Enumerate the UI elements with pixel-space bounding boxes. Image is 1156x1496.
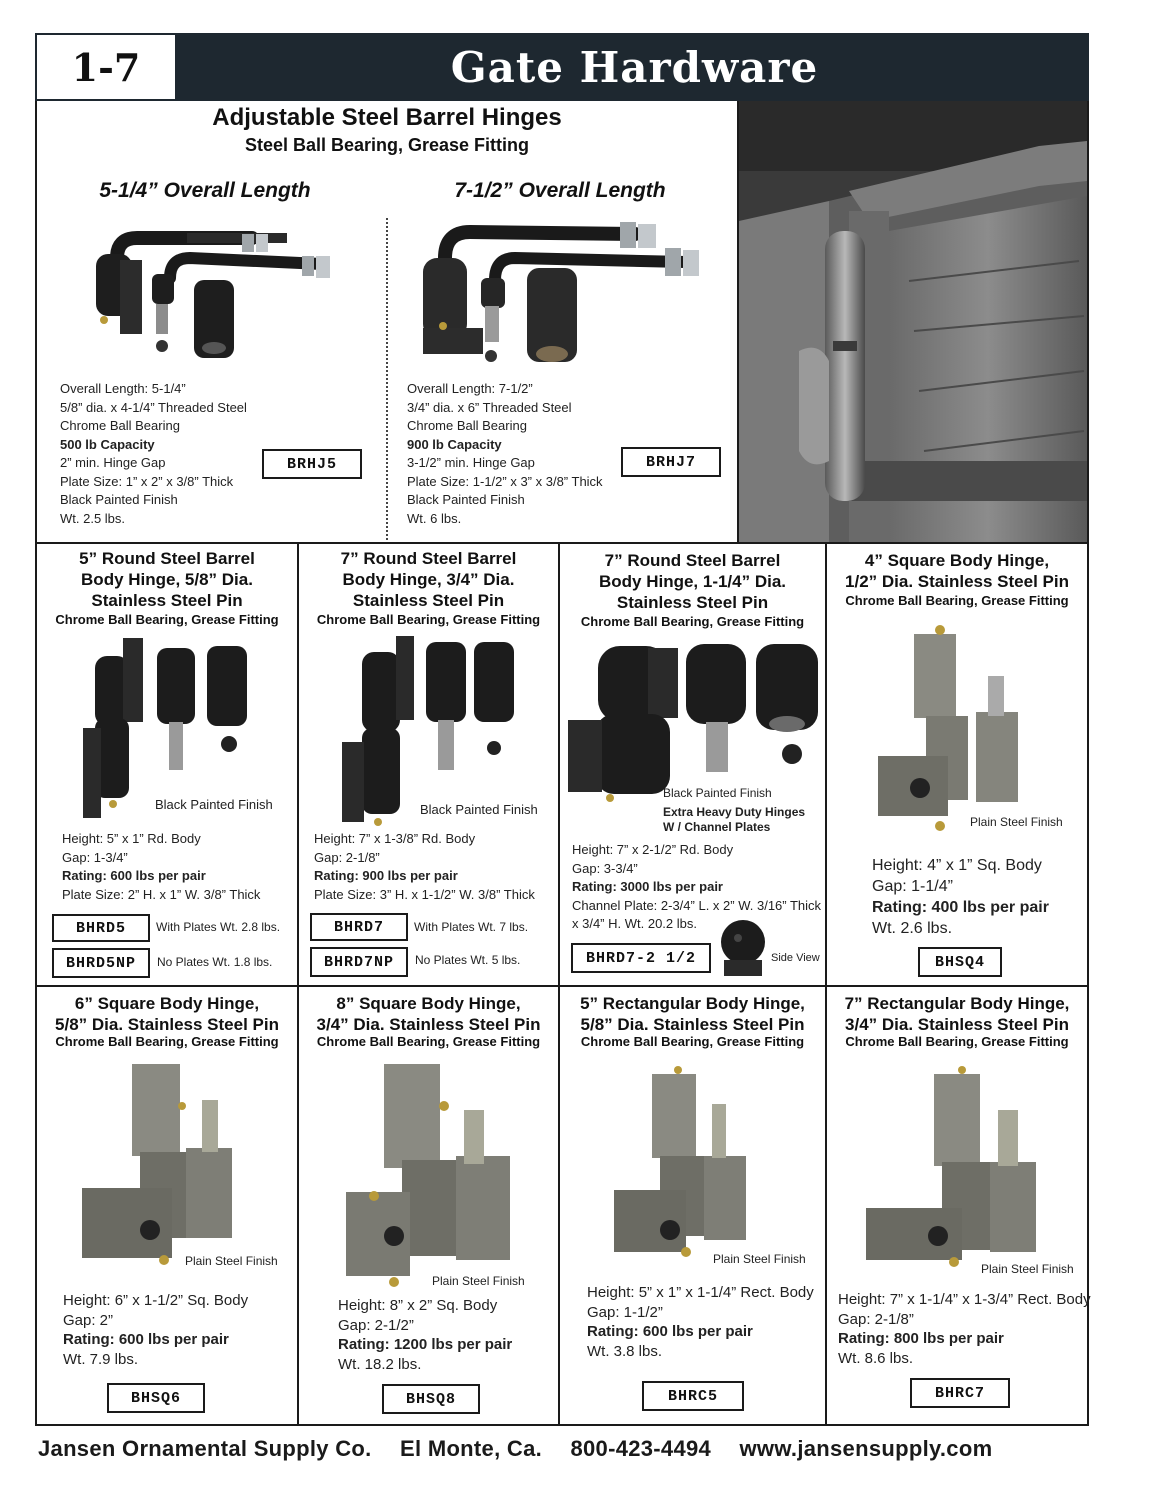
- spec-line: Rating: 800 lbs per pair: [838, 1330, 1004, 1347]
- spec-line: Height: 8” x 2” Sq. Body: [338, 1297, 498, 1314]
- part-note: No Plates Wt. 5 lbs.: [415, 953, 521, 967]
- section-subtitle: Steel Ball Bearing, Grease Fitting: [244, 135, 530, 155]
- spec-list: [338, 1296, 512, 1374]
- part-number: BHSQ4: [918, 947, 1002, 977]
- finish-note: Black Painted Finish: [155, 797, 273, 812]
- spec-line: Height: 5” x 1” Rd. Body: [62, 831, 201, 846]
- title-line: Body Hinge, 3/4” Dia.: [342, 570, 515, 589]
- title-line: 8” Square Body Hinge,: [336, 994, 521, 1013]
- title-line: 5” Rectangular Body Hinge,: [580, 994, 805, 1013]
- square-hinge-8-photo: [342, 1060, 517, 1290]
- length-label: 7-1/2” Overall Length: [454, 179, 666, 202]
- spec-line: Wt. 18.2 lbs.: [338, 1355, 422, 1373]
- spec-line: 900 lb Capacity: [407, 436, 502, 452]
- side-view-label: Side View: [771, 952, 820, 964]
- spec-line: Rating: 1200 lbs per pair: [338, 1336, 513, 1353]
- product-subtitle: Chrome Ball Bearing, Grease Fitting: [845, 1034, 1069, 1049]
- finish-note: Black Painted Finish: [420, 802, 538, 817]
- spec-line: 500 lb Capacity: [60, 436, 155, 452]
- spec-line: Height: 7” x 1-3/8” Rd. Body: [314, 831, 476, 846]
- page-title: Gate Hardware: [450, 42, 819, 92]
- note-line: Extra Heavy Duty Hinges: [663, 805, 806, 819]
- side-view-photo: [716, 916, 770, 980]
- spec-line: Height: 6” x 1-1/2” Sq. Body: [63, 1292, 249, 1309]
- spec-line: Wt. 2.5 lbs.: [60, 510, 126, 526]
- divider: [35, 542, 1089, 544]
- title-line: 7” Round Steel Barrel: [604, 551, 781, 570]
- finish-note: Plain Steel Finish: [970, 815, 1063, 829]
- spec-line: Rating: 3000 lbs per pair: [572, 879, 723, 894]
- spec-line: Rating: 600 lbs per pair: [587, 1323, 753, 1340]
- rect-hinge-7-photo: [862, 1062, 1042, 1282]
- spec-line: Gap: 1-1/2”: [587, 1303, 663, 1321]
- title-line: 1/2” Dia. Stainless Steel Pin: [845, 572, 1069, 591]
- page-number: 1-7: [37, 35, 177, 99]
- title-line: 4” Square Body Hinge,: [864, 551, 1050, 570]
- part-number: BHSQ6: [107, 1383, 205, 1413]
- title-line: 6” Square Body Hinge,: [74, 994, 260, 1013]
- title-line: 7” Rectangular Body Hinge,: [844, 994, 1070, 1013]
- finish-note: Plain Steel Finish: [432, 1274, 525, 1288]
- part-number: BHRC7: [910, 1378, 1010, 1408]
- spec-list: [872, 855, 1049, 939]
- spec-line: Gap: 3-3/4”: [572, 860, 638, 876]
- finish-note: Black Painted Finish: [663, 786, 772, 800]
- spec-list: [63, 1291, 248, 1369]
- divider: [35, 985, 1089, 987]
- footer: [38, 1436, 1098, 1462]
- spec-line: Rating: 400 lbs per pair: [872, 899, 1049, 916]
- section-title: Adjustable Steel Barrel Hinges: [212, 104, 562, 131]
- product-title: [37, 548, 297, 611]
- spec-line: Height: 5” x 1” x 1-1/4” Rect. Body: [587, 1284, 814, 1301]
- spec-line: Chrome Ball Bearing: [407, 418, 527, 433]
- spec-list: [407, 380, 603, 528]
- spec-line: Wt. 8.6 lbs.: [838, 1349, 914, 1367]
- spec-line: Overall Length: 5-1/4”: [60, 381, 186, 396]
- spec-list: [62, 830, 260, 904]
- spec-line: Plate Size: 1-1/2” x 3” x 3/8” Thick: [407, 473, 603, 489]
- product-title: [560, 550, 825, 613]
- title-line: 3/4” Dia. Stainless Steel Pin: [316, 1015, 541, 1034]
- product-subtitle: Chrome Ball Bearing, Grease Fitting: [316, 1034, 541, 1049]
- round-hinge-7-photo: [338, 636, 528, 826]
- title-line: 5” Round Steel Barrel: [79, 549, 255, 568]
- part-note: No Plates Wt. 1.8 lbs.: [157, 955, 273, 969]
- spec-line: Black Painted Finish: [407, 492, 525, 507]
- spec-line: Plate Size: 2” H. x 1” W. 3/8” Thick: [62, 886, 261, 902]
- heavy-duty-hinge-photo: [566, 638, 822, 810]
- product-title: [827, 993, 1087, 1035]
- title-line: Body Hinge, 1-1/4” Dia.: [598, 572, 787, 591]
- spec-line: 3/4” dia. x 6” Threaded Steel: [407, 399, 572, 415]
- part-number: BHRD7-2 1/2: [571, 943, 711, 973]
- spec-line: Black Painted Finish: [60, 492, 178, 507]
- product-title: [560, 993, 825, 1035]
- spec-line: Gap: 2-1/8”: [314, 849, 380, 865]
- barrel-hinge-7-photo: [415, 218, 715, 368]
- product-title: [37, 993, 297, 1035]
- rect-hinge-5-photo: [608, 1062, 758, 1262]
- spec-line: Gap: 2-1/2”: [338, 1316, 414, 1334]
- spec-list: [60, 380, 247, 528]
- note-line: W / Channel Plates: [663, 820, 771, 834]
- spec-line: Chrome Ball Bearing: [60, 418, 180, 433]
- spec-line: Channel Plate: 2-3/4” L. x 2” W. 3/16” Thick: [572, 897, 822, 913]
- spec-line: Gap: 1-1/4”: [872, 878, 953, 895]
- title-line: 5/8” Dia. Stainless Steel Pin: [55, 1015, 279, 1034]
- part-number: BHRC5: [642, 1381, 744, 1411]
- gate-hinge-photo: [739, 101, 1087, 542]
- product-subtitle: Chrome Ball Bearing, Grease Fitting: [316, 612, 541, 627]
- spec-line: Plate Size: 3” H. x 1-1/2” W. 3/8” Thick: [314, 886, 535, 902]
- spec-line: Rating: 600 lbs per pair: [63, 1331, 229, 1348]
- barrel-hinge-5-photo: [82, 228, 352, 358]
- product-subtitle: Chrome Ball Bearing, Grease Fitting: [55, 612, 279, 627]
- heavy-duty-note: [663, 805, 805, 835]
- part-number: BHRD5: [52, 914, 150, 942]
- spec-line: x 3/4” H. Wt. 20.2 lbs.: [572, 916, 697, 931]
- spec-line: Gap: 1-3/4”: [62, 849, 128, 865]
- spec-line: Rating: 600 lbs per pair: [62, 868, 206, 883]
- spec-list: [838, 1290, 1091, 1368]
- part-number: BRHJ5: [262, 449, 362, 479]
- divider: [297, 542, 299, 1426]
- spec-line: Height: 7” x 2-1/2” Rd. Body: [572, 842, 734, 857]
- company-city: El Monte, Ca.: [400, 1436, 543, 1461]
- spec-line: Wt. 3.8 lbs.: [587, 1342, 663, 1360]
- round-hinge-5-photo: [75, 636, 255, 821]
- spec-line: 2” min. Hinge Gap: [60, 455, 166, 470]
- square-hinge-4-photo: [872, 620, 1022, 835]
- product-subtitle: Chrome Ball Bearing, Grease Fitting: [845, 593, 1069, 608]
- spec-list: [314, 830, 535, 904]
- company-phone[interactable]: 800-423-4494: [570, 1436, 712, 1461]
- spec-line: Gap: 2-1/8”: [838, 1310, 914, 1328]
- spec-line: Height: 7” x 1-1/4” x 1-3/4” Rect. Body: [838, 1291, 1091, 1308]
- title-line: Stainless Steel Pin: [91, 591, 243, 610]
- spec-line: Overall Length: 7-1/2”: [407, 381, 533, 396]
- part-note: With Plates Wt. 7 lbs.: [414, 920, 529, 934]
- spec-line: 5/8” dia. x 4-1/4” Threaded Steel: [60, 399, 247, 415]
- title-line: Body Hinge, 5/8” Dia.: [81, 570, 253, 589]
- product-title: [299, 993, 558, 1035]
- spec-line: 3-1/2” min. Hinge Gap: [407, 455, 535, 470]
- spec-line: Gap: 2”: [63, 1311, 114, 1329]
- part-number: BHRD7NP: [310, 947, 408, 977]
- spec-line: Height: 4” x 1” Sq. Body: [872, 857, 1042, 874]
- spec-list: [572, 841, 821, 934]
- part-number: BHSQ8: [382, 1384, 480, 1414]
- finish-note: Plain Steel Finish: [981, 1262, 1074, 1276]
- title-line: 5/8” Dia. Stainless Steel Pin: [580, 1015, 805, 1034]
- part-number: BRHJ7: [621, 447, 721, 477]
- company-website[interactable]: www.jansensupply.com: [739, 1436, 993, 1461]
- title-line: 7” Round Steel Barrel: [340, 549, 517, 568]
- spec-line: Plate Size: 1” x 2” x 3/8” Thick: [60, 473, 234, 489]
- spec-line: Wt. 2.6 lbs.: [872, 920, 953, 937]
- title-line: 3/4” Dia. Stainless Steel Pin: [845, 1015, 1069, 1034]
- square-hinge-6-photo: [78, 1060, 238, 1270]
- part-number: BHRD7: [310, 913, 408, 941]
- finish-note: Plain Steel Finish: [185, 1254, 278, 1268]
- product-title: [299, 548, 558, 611]
- company-name: Jansen Ornamental Supply Co.: [38, 1436, 372, 1461]
- product-subtitle: Chrome Ball Bearing, Grease Fitting: [580, 1034, 805, 1049]
- finish-note: Plain Steel Finish: [713, 1252, 806, 1266]
- product-subtitle: Chrome Ball Bearing, Grease Fitting: [580, 614, 805, 629]
- spec-list: [587, 1283, 814, 1361]
- dotted-divider: [386, 218, 388, 540]
- spec-line: Wt. 7.9 lbs.: [63, 1350, 139, 1368]
- divider: [825, 542, 827, 1426]
- title-line: Stainless Steel Pin: [352, 591, 505, 610]
- divider: [558, 542, 560, 1426]
- spec-line: Wt. 6 lbs.: [407, 510, 462, 526]
- product-subtitle: Chrome Ball Bearing, Grease Fitting: [55, 1034, 279, 1049]
- spec-line: Rating: 900 lbs per pair: [314, 868, 458, 883]
- length-label: 5-1/4” Overall Length: [99, 179, 311, 202]
- title-line: Stainless Steel Pin: [616, 593, 769, 612]
- product-title: [827, 550, 1087, 592]
- part-note: With Plates Wt. 2.8 lbs.: [156, 920, 281, 934]
- part-number: BHRD5NP: [52, 948, 150, 978]
